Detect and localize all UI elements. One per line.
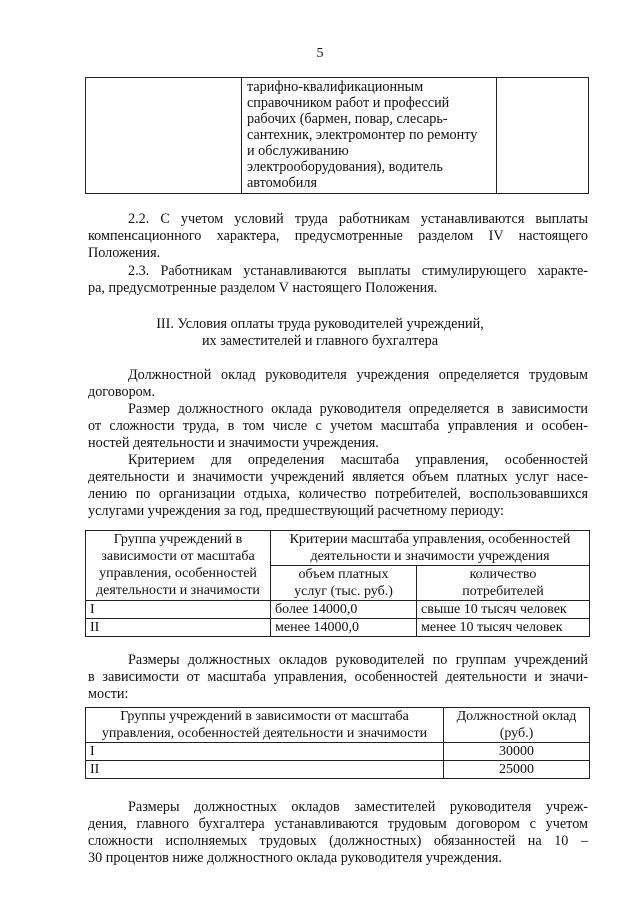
text-line: Размеры должностных окладов руководителей по группам учреждений xyxy=(128,652,588,668)
empty-cell xyxy=(86,78,242,193)
text-line: Размер должностного оклада руководителя определяется в зависимости xyxy=(128,401,588,417)
header-line: количество xyxy=(469,567,537,582)
text-line: электрооборудования), водитель xyxy=(247,159,443,175)
table-row xyxy=(86,601,590,619)
header-line: Критерии масштаба управления, особенностей xyxy=(289,532,571,547)
paragraph-salary-contract xyxy=(88,367,588,401)
text-line: Должностной оклад руководителя учреждения определяется трудовым xyxy=(128,367,588,383)
salary-header-cell xyxy=(444,708,590,743)
count-cell: свыше 10 тысяч человек xyxy=(417,601,590,619)
paragraph-deputies xyxy=(88,799,588,867)
text-line: сантехник, электромонтер по ремонту xyxy=(247,127,478,143)
section-heading xyxy=(0,316,640,350)
header-line: услуг (тыс. руб.) xyxy=(294,584,393,599)
heading-line: их заместителей и главного бухгалтера xyxy=(201,333,439,349)
table-row xyxy=(86,761,590,779)
text-line: 2.3. Работникам устанавливаются выплаты стимулирующего характе- xyxy=(128,263,588,279)
group-cell: I xyxy=(86,601,271,619)
volume-cell: более 14000,0 xyxy=(271,601,417,619)
text-line: справочником работ и профессий xyxy=(247,95,450,111)
text-line: 2.2. С учетом условий труда работникам устанавливаются выплаты xyxy=(128,211,588,227)
group-header-cell xyxy=(86,531,271,601)
group-cell: II xyxy=(86,761,444,779)
header-line: деятельности и значимости учреждения xyxy=(310,549,550,564)
count-cell: менее 10 тысяч человек xyxy=(417,619,590,637)
header-line: управления, особенностей деятельности и значимости xyxy=(101,726,428,741)
text-line: Размеры должностных окладов заместителей руководителя учреж- xyxy=(128,799,588,815)
volume-header-cell xyxy=(271,566,417,601)
text-line: мости: xyxy=(88,686,129,702)
text-line: компенсационного характера, предусмотренные разделом IV настоящего xyxy=(88,228,588,244)
text-line: автомобиля xyxy=(247,175,317,191)
table-row xyxy=(86,743,590,761)
paragraph-criteria xyxy=(88,452,588,520)
header-line: Группы учреждений в зависимости от масштаба xyxy=(120,709,409,724)
volume-cell: менее 14000,0 xyxy=(271,619,417,637)
text-line: Положения. xyxy=(88,245,161,261)
header-line: Должностной оклад xyxy=(456,709,577,724)
criteria-header-cell xyxy=(271,531,590,566)
text-line: и обслуживанию xyxy=(247,143,349,159)
text-line: Критерием для определения масштаба управления, особенностей xyxy=(128,452,588,468)
page-number: 5 xyxy=(316,46,324,61)
text-line: деятельности и значимости учреждений является объем платных услуг насе- xyxy=(88,469,588,485)
text-line: от сложности труда, в том числе с учетом масштаба управления и особен- xyxy=(88,418,588,434)
salary-cell: 30000 xyxy=(444,743,590,761)
salary-cell: 25000 xyxy=(444,761,590,779)
text-line: сложности исполняемых трудовых (должностных) обязанностей на 10 – xyxy=(88,833,588,849)
header-line: зависимости от масштаба xyxy=(101,549,255,564)
paragraph-salary-size xyxy=(88,401,588,452)
paragraph-2-2 xyxy=(88,211,588,262)
continuation-table xyxy=(85,77,589,194)
header-line: управления, особенностей xyxy=(99,566,257,581)
text-line: дения, главного бухгалтера устанавливаются трудовым договором с учетом xyxy=(88,816,588,832)
header-line: деятельности и значимости xyxy=(96,583,260,598)
text-line: рабочих (бармен, повар, слесарь- xyxy=(247,111,448,127)
salary-table xyxy=(85,707,590,779)
header-line: потребителей xyxy=(462,584,544,599)
text-line: в зависимости от масштаба управления, особенностей деятельности и значи- xyxy=(88,669,588,685)
profession-cell xyxy=(242,78,497,193)
table-row xyxy=(86,619,590,637)
criteria-table xyxy=(85,530,590,637)
empty-cell xyxy=(497,78,588,193)
text-line: услугами учреждения за год, предшествующий расчетному периоду: xyxy=(88,503,504,519)
text-line: ра, предусмотренные разделом V настоящего Положения. xyxy=(88,280,438,296)
text-line: тарифно-квалификационным xyxy=(247,79,424,95)
heading-line: III. Условия оплаты труда руководителей учреждений, xyxy=(156,316,484,332)
group-cell: II xyxy=(86,619,271,637)
header-line: Группа учреждений в xyxy=(113,532,243,547)
paragraph-2-3 xyxy=(88,263,588,297)
group-cell: I xyxy=(86,743,444,761)
text-line: договором. xyxy=(88,384,156,400)
text-line: 30 процентов ниже должностного оклада руководителя учреждения. xyxy=(88,850,502,866)
group-header-cell xyxy=(86,708,444,743)
header-line: объем платных xyxy=(298,567,389,582)
paragraph-salary-groups xyxy=(88,652,588,703)
count-header-cell xyxy=(417,566,590,601)
text-line: лению по организации отдыха, количество потребителей, воспользовавшихся xyxy=(88,486,588,502)
text-line: ностей деятельности и значимости учреждения. xyxy=(88,435,379,451)
header-line: (руб.) xyxy=(499,726,534,741)
